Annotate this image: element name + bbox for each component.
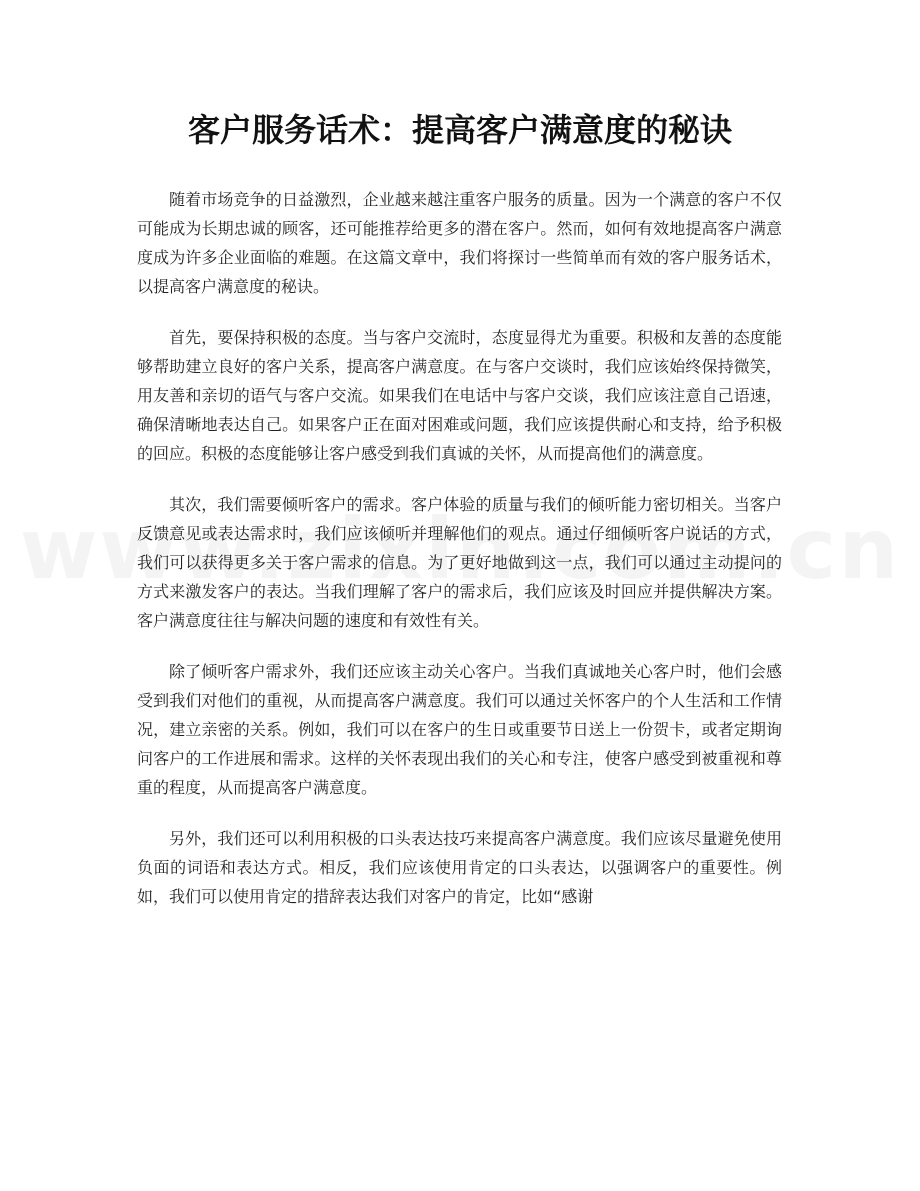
paragraph-positive-expression: 另外，我们还可以利用积极的口头表达技巧来提高客户满意度。我们应该尽量避免使用负面的词语和表达方式。相反，我们应该使用肯定的口头表达，以强调客户的重要性。例如，我们可以使用肯定的措辞表达我们对客户的肯定，比如“感谢	[137, 829, 782, 906]
paragraph-intro: 随着市场竞争的日益激烈，企业越来越注重客户服务的质量。因为一个满意的客户不仅可能成为长期忠诚的顾客，还可能推荐给更多的潜在客户。然而，如何有效地提高客户满意度成为许多企业面临的难题。在这篇文章中，我们将探讨一些简单而有效的客户服务话术，以提高客户满意度的秘诀。	[137, 190, 782, 296]
paragraph-care-customers: 除了倾听客户需求外，我们还应该主动关心客户。当我们真诚地关心客户时，他们会感受到我们对他们的重视，从而提高客户满意度。我们可以通过关怀客户的个人生活和工作情况，建立亲密的关系。例如，我们可以在客户的生日或重要节日送上一份贺卡，或者定期询问客户的工作进展和需求。这样的关怀表现出我们的关心和专注，使客户感受到被重视和尊重的程度，从而提高客户满意度。	[137, 662, 782, 797]
document-title: 客户服务话术：提高客户满意度的秘诀	[187, 111, 732, 149]
paragraph-listen-needs: 其次，我们需要倾听客户的需求。客户体验的质量与我们的倾听能力密切相关。当客户反馈意见或表达需求时，我们应该倾听并理解他们的观点。通过仔细倾听客户说话的方式，我们可以获得更多关于客户需求的信息。为了更好地做到这一点，我们可以通过主动提问的方式来激发客户的表达。当我们理解了客户的需求后，我们应该及时回应并提供解决方案。客户满意度往往与解决问题的速度和有效性有关。	[137, 495, 782, 630]
paragraph-positive-attitude: 首先，要保持积极的态度。当与客户交流时，态度显得尤为重要。积极和友善的态度能够帮助建立良好的客户关系，提高客户满意度。在与客户交谈时，我们应该始终保持微笑，用友善和亲切的语气与客户交流。如果我们在电话中与客户交谈，我们应该注意自己语速，确保清晰地表达自己。如果客户正在面对困难或问题，我们应该提供耐心和支持，给予积极的回应。积极的态度能够让客户感受到我们真诚的关怀，从而提高他们的满意度。	[137, 328, 782, 463]
document-body	[137, 185, 782, 933]
